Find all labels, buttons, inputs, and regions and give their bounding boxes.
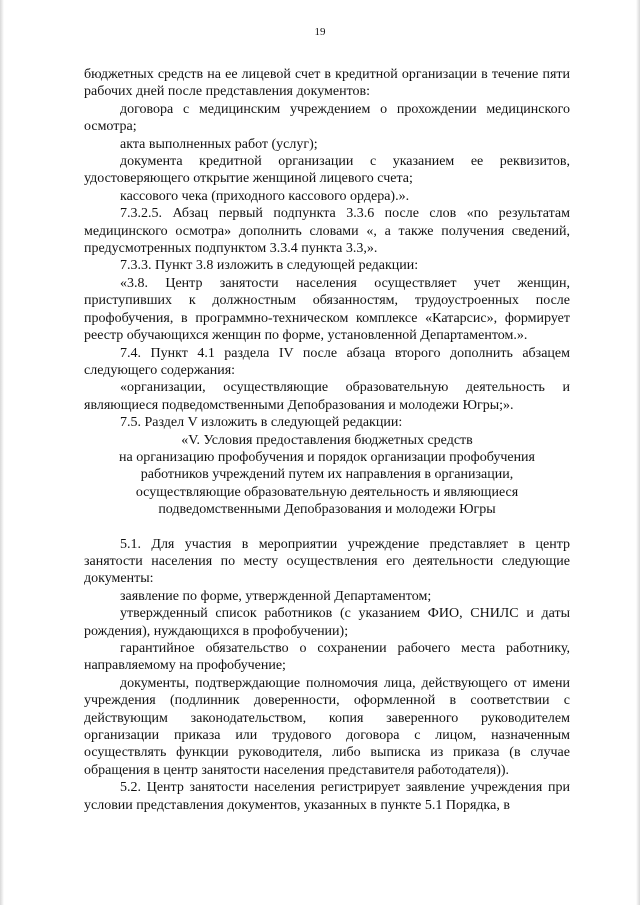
paragraph: утвержденный список работников (с указанием ФИО, СНИЛС и даты рождения), нуждающихся в профобучении); [84, 606, 570, 639]
paragraph: кассового чека (приходного кассового ордера).». [120, 188, 410, 204]
paragraph: документы, подтверждающие полномочия лица, действующего от имени учреждения (подлинник доверенности, оформленной в соответствии с действующим законодательством, копия заверенного руководителем организации приказа или трудового договора с лицом, назначенным осуществлять функции руководителя, либо выписка из приказа (в случае обращения в центр занятости населения представителя работодателя)). [84, 675, 570, 778]
section-heading-line: на организацию профобучения и порядок организации профобучения [118, 449, 535, 465]
paragraph: 5.2. Центр занятости населения регистрирует заявление учреждения при условии представления документов, указанных в пункте 5.1 Порядка, в [84, 780, 570, 813]
paragraph: 7.3.2.5. Абзац первый подпункта 3.3.6 после слов «по результатам медицинского осмотра» дополнить словами «, а также получения сведений, предусмотренных подпунктом 3.3.4 пункта 3.3,». [84, 206, 570, 257]
section-heading-line: осуществляющие образовательную деятельность и являющиеся [135, 484, 519, 500]
paragraph: документа кредитной организации с указанием ее реквизитов, удостоверяющего открытие женщиной лицевого счета; [84, 154, 570, 187]
paragraph: заявление по форме, утвержденной Департаментом; [120, 588, 432, 604]
paragraph: «3.8. Центр занятости населения осуществляет учет женщин, приступивших к должностным обязанностям, трудоустроенных после профобучения, в программно-техническом комплексе «Катарсис», формирует реестр обучающихся женщин по форме, установленной Департаментом.». [84, 275, 570, 344]
paragraph: договора с медицинским учреждением о прохождении медицинского осмотра; [84, 101, 570, 135]
paragraph: акта выполненных работ (услуг); [120, 136, 318, 152]
section-heading-line: «V. Условия предоставления бюджетных средств [181, 432, 473, 448]
document-body [84, 66, 570, 814]
paragraph: 7.4. Пункт 4.1 раздела IV после абзаца второго дополнить абзацем следующего содержания: [84, 345, 570, 378]
section-heading-line: подведомственными Депобразования и молодежи Югры [158, 502, 496, 518]
scan-edge-right [636, 0, 640, 905]
page-number: 19 [314, 26, 326, 38]
paragraph-spacer [84, 519, 570, 536]
paragraph: 7.3.3. Пункт 3.8 изложить в следующей редакции: [120, 258, 419, 274]
section-heading-line: работников учреждений путем их направления в организации, [140, 467, 514, 483]
scan-edge-left [0, 0, 4, 905]
paragraph: гарантийное обязательство о сохранении рабочего места работнику, направляемому на профобучение; [84, 641, 570, 674]
paragraph: бюджетных средств на ее лицевой счет в кредитной организации в течение пяти рабочих дней после представления документов: [84, 67, 570, 100]
paragraph: «организации, осуществляющие образовательную деятельность и являющиеся подведомственными Депобразования и молодежи Югры;». [84, 380, 570, 413]
paragraph: 5.1. Для участия в мероприятии учреждение представляет в центр занятости населения по месту осуществления его деятельности следующие документы: [84, 536, 570, 587]
paragraph: 7.5. Раздел V изложить в следующей редакции: [120, 415, 403, 431]
